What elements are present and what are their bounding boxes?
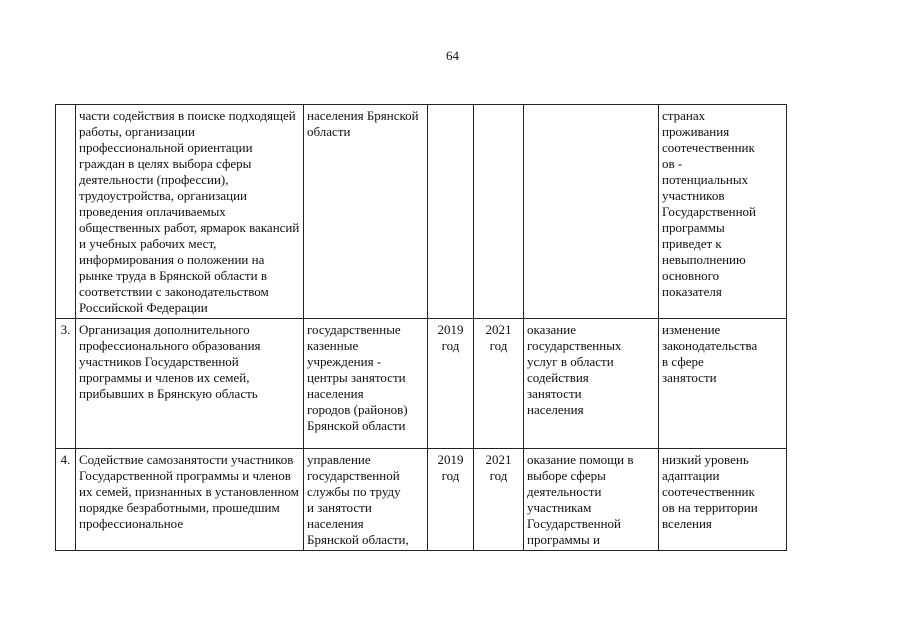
- result-cell: оказание государственных услуг в области содействия занятости населения: [524, 319, 659, 449]
- table-row: [56, 319, 787, 449]
- risk-cell: низкий уровень адаптации соотечественник ов на территории вселения: [659, 449, 787, 551]
- row-number: [56, 105, 76, 319]
- end-cell: 2021 год: [474, 319, 524, 449]
- table-row: [56, 449, 787, 551]
- measure-cell: части содействия в поиске подходящей работы, организации профессиональной ориентации граждан в целях выбора сферы деятельности (профессии), трудоустройства, организации проведения оплачиваемых общественных работ, ярмарок вакансий и учебных рабочих мест, информирования о положении на рынке труда в Брянской области в соответствии с законодательством Российской Федерации: [76, 105, 304, 319]
- risk-cell: изменение законодательства в сфере занятости: [659, 319, 787, 449]
- page-number: 64: [446, 48, 459, 63]
- table-row: [56, 105, 787, 319]
- row-number: 4.: [56, 449, 76, 551]
- executor-cell: государственные казенные учреждения - центры занятости населения городов (районов) Брянской области: [304, 319, 428, 449]
- measures-table: [55, 104, 787, 551]
- executor-cell: населения Брянской области: [304, 105, 428, 319]
- measure-cell: Организация дополнительного профессионального образования участников Государственной программы и членов их семей, прибывших в Брянскую область: [76, 319, 304, 449]
- start-cell: 2019 год: [428, 319, 474, 449]
- risk-cell: странах проживания соотечественник ов - потенциальных участников Государственной программы приведет к невыполнению основного показателя: [659, 105, 787, 319]
- executor-cell: управление государственной службы по труду и занятости населения Брянской области,: [304, 449, 428, 551]
- start-cell: 2019 год: [428, 449, 474, 551]
- start-cell: [428, 105, 474, 319]
- end-cell: 2021 год: [474, 449, 524, 551]
- row-number: 3.: [56, 319, 76, 449]
- end-cell: [474, 105, 524, 319]
- result-cell: оказание помощи в выборе сферы деятельности участникам Государственной программы и: [524, 449, 659, 551]
- measure-cell: Содействие самозанятости участников Государственной программы и членов их семей, признанных в установленном порядке безработными, прошедшим профессиональное: [76, 449, 304, 551]
- result-cell: [524, 105, 659, 319]
